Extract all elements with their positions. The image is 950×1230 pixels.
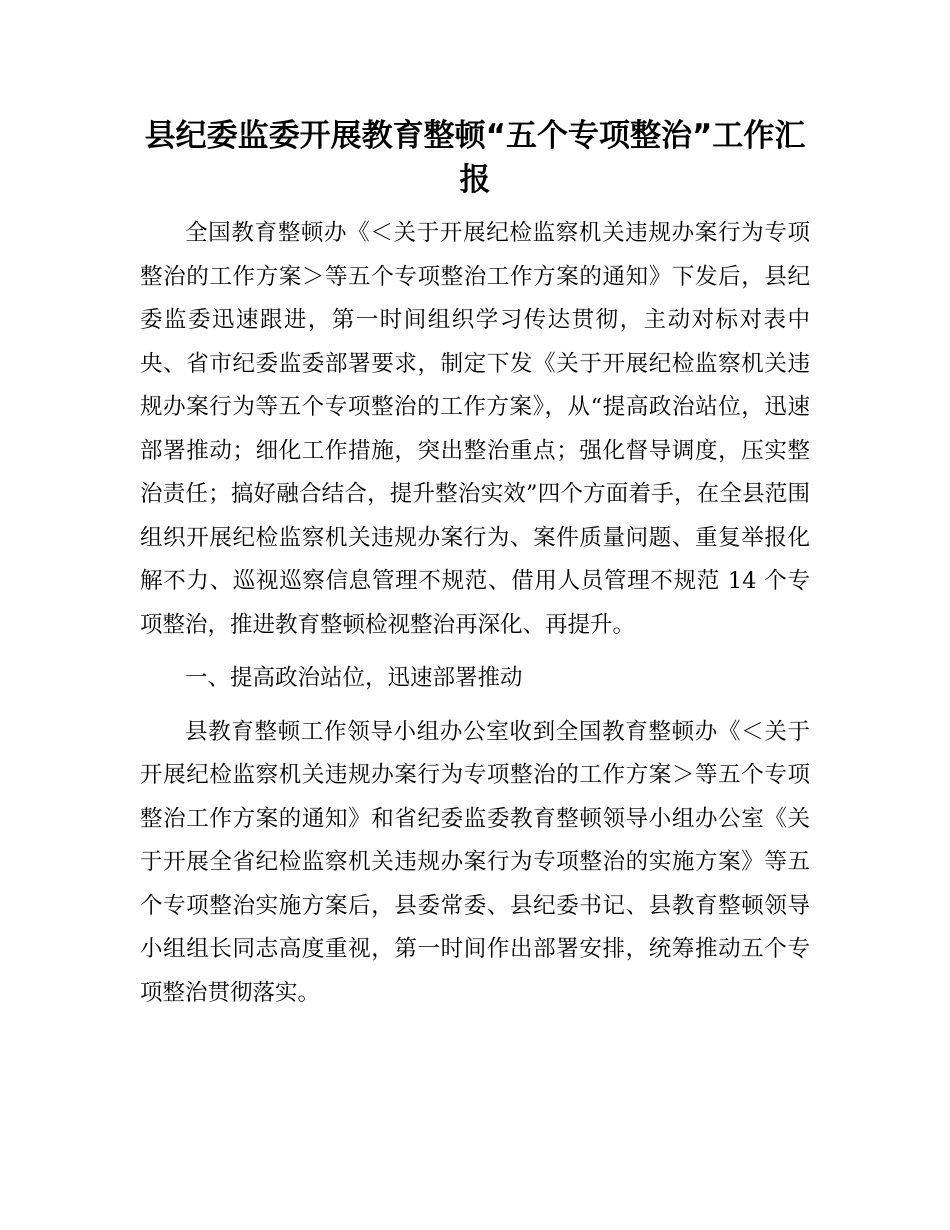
document-body [140, 212, 810, 1015]
section-heading-1: 一、提高政治站位，迅速部署推动 [185, 665, 523, 691]
paragraph-section-1: 县教育整顿工作领导小组办公室收到全国教育整顿办《＜关于开展纪检监察机关违规办案行为专项整治的工作方案＞等五个专项整治工作方案的通知》和省纪委监委教育整顿领导小组办公室《关于开展全省纪检监察机关违规办案行为专项整治的实施方案》等五个专项整治实施方案后，县委常委、县纪委书记、县教育整顿领导小组组长同志高度重视，第一时间作出部署安排，统筹推动五个专项整治贯彻落实。 [140, 718, 810, 1006]
document-title: 县纪委监委开展教育整顿“五个专项整治”工作汇报 [144, 118, 806, 198]
paragraph-intro: 全国教育整顿办《＜关于开展纪检监察机关违规办案行为专项整治的工作方案＞等五个专项整治工作方案的通知》下发后，县纪委监委迅速跟进，第一时间组织学习传达贯彻，主动对标对表中央、省市纪委监委部署要求，制定下发《关于开展纪检监察机关违规办案行为等五个专项整治的工作方案》，从“提高政治站位，迅速部署推动；细化工作措施，突出整治重点；强化督导调度，压实整治责任；搞好融合结合，提升整治实效”四个方面着手，在全县范围组织开展纪检监察机关违规办案行为、案件质量问题、重复举报化解不力、巡视巡察信息管理不规范、借用人员管理不规范 14 个专项整治，推进教育整顿检视整治再深化、再提升。 [140, 220, 810, 638]
